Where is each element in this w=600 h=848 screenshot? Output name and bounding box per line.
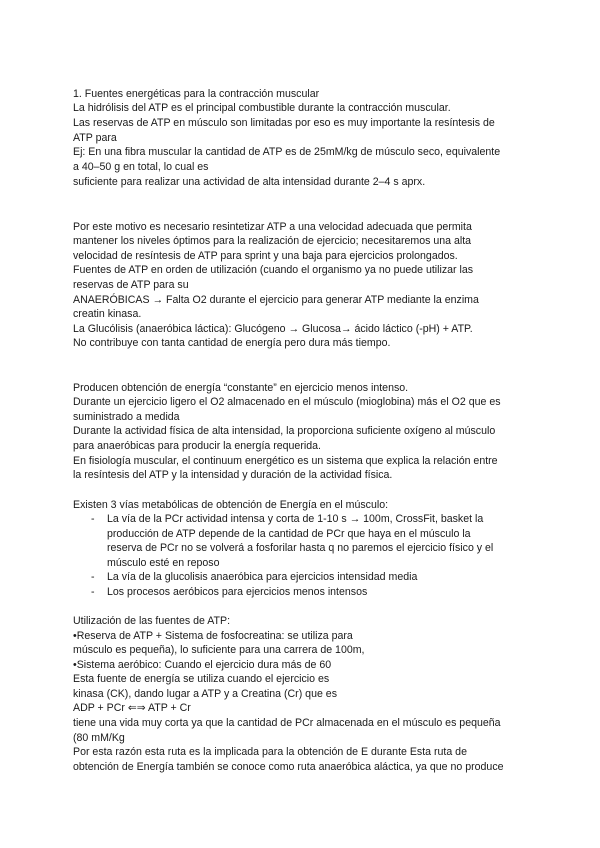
text-line: La hidrólisis del ATP es el principal combustible durante la contracción muscular.	[73, 102, 451, 114]
text-line: Existen 3 vías metabólicas de obtención de Energía en el músculo:	[73, 499, 389, 511]
text-line: (80 mM/Kg	[73, 732, 125, 744]
text-line: ATP para	[73, 132, 117, 144]
text-line: la resíntesis del ATP y la intensidad y duración de la actividad física.	[73, 469, 393, 481]
text-line: Durante la actividad física de alta intensidad, la proporciona suficiente oxígeno al músculo	[73, 425, 496, 437]
bullet-dash: -	[91, 586, 95, 598]
text-line: Las reservas de ATP en músculo son limitadas por eso es muy importante la resíntesis de	[73, 117, 495, 129]
text-line: músculo esté en reposo	[107, 557, 220, 569]
text-line: La Glucólisis (anaeróbica láctica): Glucógeno → Glucosa→ ácido láctico (-pH) + ATP.	[73, 323, 473, 335]
text-line: mantener los niveles óptimos para la realización de ejercicio; necesitaremos una alta	[73, 235, 472, 247]
text-line: a 40–50 g en total, lo cual es	[73, 161, 209, 173]
text-line: ANAERÓBICAS → Falta O2 durante el ejercicio para generar ATP mediante la enzima	[73, 294, 479, 306]
text-line: reserva de PCr no se volverá a fosforilar hasta q no paremos el ejercicio físico y el	[107, 542, 494, 554]
text-line: No contribuye con tanta cantidad de energía pero dura más tiempo.	[73, 337, 391, 349]
text-line: La vía de la glucolisis anaeróbica para ejercicios intensidad media	[107, 571, 418, 583]
formula-line: ADP + PCr ⇐⇒ ATP + Cr	[73, 702, 191, 714]
text-line: Durante un ejercicio ligero el O2 almacenado en el músculo (mioglobina) más el O2 que es	[73, 396, 501, 408]
text-line: La vía de la PCr actividad intensa y corta de 1-10 s → 100m, CrossFit, basket la	[107, 513, 484, 525]
text-line: Utilización de las fuentes de ATP:	[73, 615, 231, 627]
text-line: Los procesos aeróbicos para ejercicios menos intensos	[107, 586, 368, 598]
text-line: obtención de Energía también se conoce como ruta anaeróbica aláctica, ya que no produce	[73, 761, 504, 773]
text-line: producción de ATP depende de la cantidad de PCr que haya en el músculo la	[107, 528, 471, 540]
text-line: Esta fuente de energía se utiliza cuando el ejercicio es	[73, 673, 330, 685]
text-line: •Sistema aeróbico: Cuando el ejercicio dura más de 60	[73, 659, 332, 671]
text-line: suministrado a medida	[73, 411, 180, 423]
text-line: Producen obtención de energía “constante” en ejercicio menos intenso.	[73, 382, 409, 394]
text-line: para anaeróbicas para producir la energía requerida.	[73, 440, 321, 452]
text-line: suficiente para realizar una actividad de alta intensidad durante 2–4 s aprx.	[73, 176, 426, 188]
text-line: Ej: En una fibra muscular la cantidad de ATP es de 25mM/kg de músculo seco, equivalente	[73, 146, 501, 158]
text-line: músculo es pequeña), lo suficiente para una carrera de 100m,	[73, 644, 365, 656]
text-line: En fisiología muscular, el continuum energético es un sistema que explica la relación entre	[73, 455, 498, 467]
bullet-dash: -	[91, 513, 95, 525]
text-line: Por este motivo es necesario resintetizar ATP a una velocidad adecuada que permita	[73, 221, 472, 233]
text-line: creatin kinasa.	[73, 308, 142, 320]
text-line: Por esta razón esta ruta es la implicada para la obtención de E durante Esta ruta de	[73, 746, 467, 758]
text-line: reservas de ATP para su	[73, 279, 189, 291]
text-line: velocidad de resíntesis de ATP para sprint y una baja para ejercicios prolongados.	[73, 250, 458, 262]
section-heading: 1. Fuentes energéticas para la contracción muscular	[73, 88, 320, 100]
text-line: •Reserva de ATP + Sistema de fosfocreatina: se utiliza para	[73, 630, 353, 642]
text-line: kinasa (CK), dando lugar a ATP y a Creatina (Cr) que es	[73, 688, 337, 700]
bullet-dash: -	[91, 571, 95, 583]
text-line: tiene una vida muy corta ya que la cantidad de PCr almacenada en el músculo es pequeña	[73, 717, 501, 729]
text-line: Fuentes de ATP en orden de utilización (cuando el organismo ya no puede utilizar las	[73, 264, 474, 276]
